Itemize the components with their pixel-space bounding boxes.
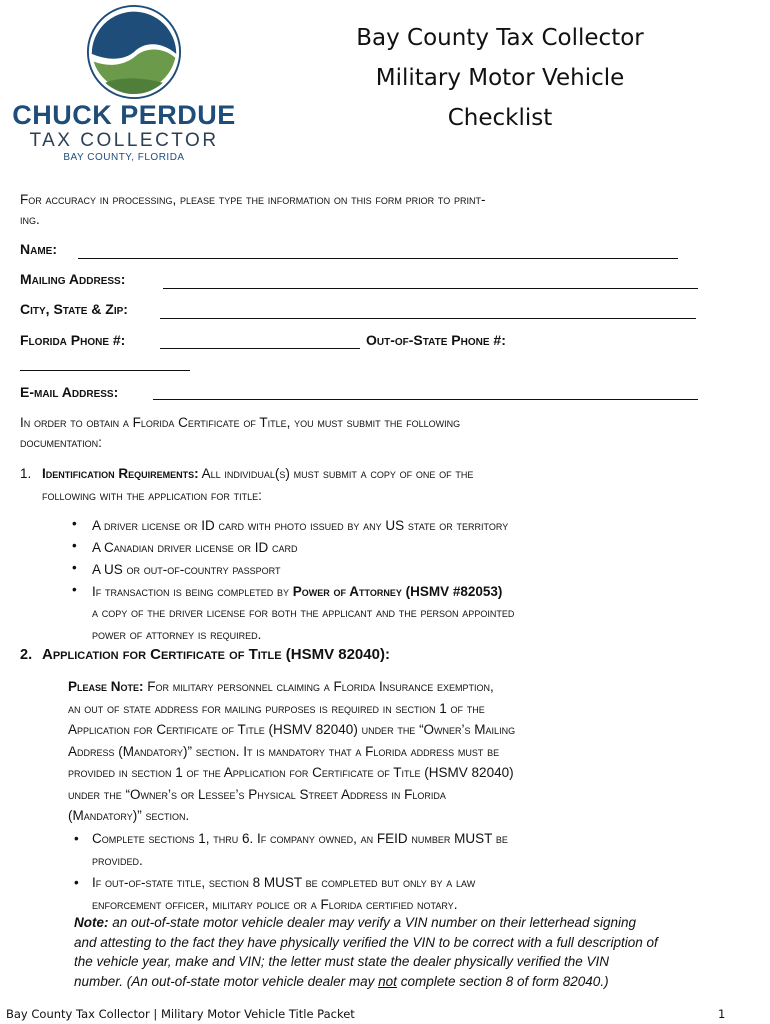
id-bullet-2: A Canadian driver license or ID card <box>92 540 298 555</box>
poa-line-3: power of attorney is required. <box>92 627 262 642</box>
title-line-2: Military Motor Vehicle <box>375 65 625 91</box>
bullet-icon: • <box>74 875 79 890</box>
city-state-zip-label: City, State & Zip: <box>20 301 128 317</box>
note-line-3: Application for Certificate of Title (HSMV 82040) under the “Owner’s Mailing <box>68 722 516 737</box>
section-1-text-b: following with the application for title: <box>42 488 262 503</box>
name-field[interactable] <box>78 258 678 259</box>
note-line-1 <box>68 677 728 697</box>
city-state-zip-field[interactable] <box>160 318 696 319</box>
dealer-note-not: not <box>378 973 397 989</box>
dealer-note <box>74 913 754 991</box>
email-label: E-mail Address: <box>20 384 119 400</box>
order-line-2: documentation: <box>20 435 102 450</box>
note-line-5: provided in section 1 of the Application for Certificate of Title (HSMV 82040) <box>68 765 514 780</box>
section-2-note <box>68 677 728 826</box>
order-line-1: In order to obtain a Florida Certificate of Title, you must submit the following <box>20 415 461 430</box>
logo-county: BAY COUNTY, FLORIDA <box>63 152 185 163</box>
intro-line-2: ing. <box>20 212 40 227</box>
dealer-note-line-4 <box>74 972 754 992</box>
logo-name: CHUCK PERDUE <box>12 100 236 130</box>
dealer-note-end: complete section 8 of form 82040.) <box>400 973 609 989</box>
intro-text <box>20 190 740 230</box>
id-bullet-3: A US or out-of-country passport <box>92 562 281 577</box>
order-text <box>20 413 740 453</box>
note-line-2: an out of state address for mailing purposes is required in section 1 of the <box>68 700 485 716</box>
bullet-icon: • <box>72 582 77 597</box>
bullet-icon: • <box>72 560 77 575</box>
section-1-text-a: All individual(s) must submit a copy of one of the <box>201 466 474 481</box>
dealer-note-text-1: an out-of-state motor vehicle dealer may verify a VIN number on their letterhead signing <box>112 915 637 930</box>
bullet-icon: • <box>74 831 79 846</box>
florida-phone-field[interactable] <box>160 348 360 349</box>
section-1-heading: Identification Requirements: <box>42 466 199 481</box>
dealer-note-line-3: the vehicle year, make and VIN; the letter must state the dealer physically verified the VIN <box>74 954 610 969</box>
section-2-heading: Application for Certificate of Title (HSMV 82040): <box>42 646 390 663</box>
poa-bullet <box>92 582 732 602</box>
logo-subtitle: TAX COLLECTOR <box>29 130 219 151</box>
logo-emblem-icon <box>86 4 182 100</box>
intro-line-1: For accuracy in processing, please type the information on this form prior to print- <box>20 192 486 207</box>
title-line-3: Checklist <box>447 105 553 131</box>
tax-collector-logo <box>10 4 238 164</box>
section-2-number: 2. <box>20 647 33 663</box>
dealer-note-text-4: number. (An out-of-state motor vehicle dealer may <box>74 973 375 989</box>
dealer-note-label: Note: <box>74 915 109 930</box>
sections-bullet-line-2: provided. <box>92 853 143 868</box>
dealer-note-line-2: and attesting to the fact they have physically verified the VIN to be correct with a full description of <box>74 934 658 950</box>
bullet-icon: • <box>72 538 77 553</box>
note-text-1: For military personnel claiming a Florida Insurance exemption, <box>147 679 494 694</box>
section-1-number: 1. <box>20 466 32 481</box>
out-of-state-phone-field[interactable] <box>20 370 190 371</box>
sections-bullet-line-1: Complete sections 1, thru 6. If company owned, an FEID number MUST be <box>92 831 508 846</box>
bullet-icon: • <box>72 516 77 531</box>
oos-title-bullet-line-2: enforcement officer, military police or a Florida certified notary. <box>92 897 458 912</box>
note-line-4: Address (Mandatory)” section. It is mandatory that a Florida address must be <box>68 743 500 759</box>
poa-line-2: a copy of the driver license for both the applicant and the person appointed <box>92 605 515 620</box>
footer-text: Bay County Tax Collector | Military Motor Vehicle Title Packet <box>6 1007 355 1021</box>
oos-title-bullet-line-1: If out-of-state title, section 8 MUST be completed but only by a law <box>92 875 476 890</box>
note-line-6: under the “Owner’s or Lessee’s Physical Street Address in Florida <box>68 786 446 802</box>
dealer-note-line-1 <box>74 913 754 933</box>
mailing-address-field[interactable] <box>163 288 698 289</box>
email-field[interactable] <box>153 399 698 400</box>
page-title <box>300 18 700 138</box>
title-line-1: Bay County Tax Collector <box>356 25 644 51</box>
poa-prefix: If transaction is being completed by <box>92 584 290 599</box>
page-number: 1 <box>718 1007 726 1021</box>
out-of-state-phone-label: Out-of-State Phone #: <box>366 332 506 348</box>
id-bullet-1: A driver license or ID card with photo issued by any US state or territory <box>92 518 509 533</box>
section-1-heading-line <box>42 464 742 484</box>
poa-form-reference: Power of Attorney (HSMV #82053) <box>292 584 503 599</box>
mailing-address-label: Mailing Address: <box>20 271 126 287</box>
note-label: Please Note: <box>68 679 144 694</box>
florida-phone-label: Florida Phone #: <box>20 332 126 348</box>
note-line-7: (Mandatory)” section. <box>68 808 190 823</box>
name-label: Name: <box>20 241 57 257</box>
